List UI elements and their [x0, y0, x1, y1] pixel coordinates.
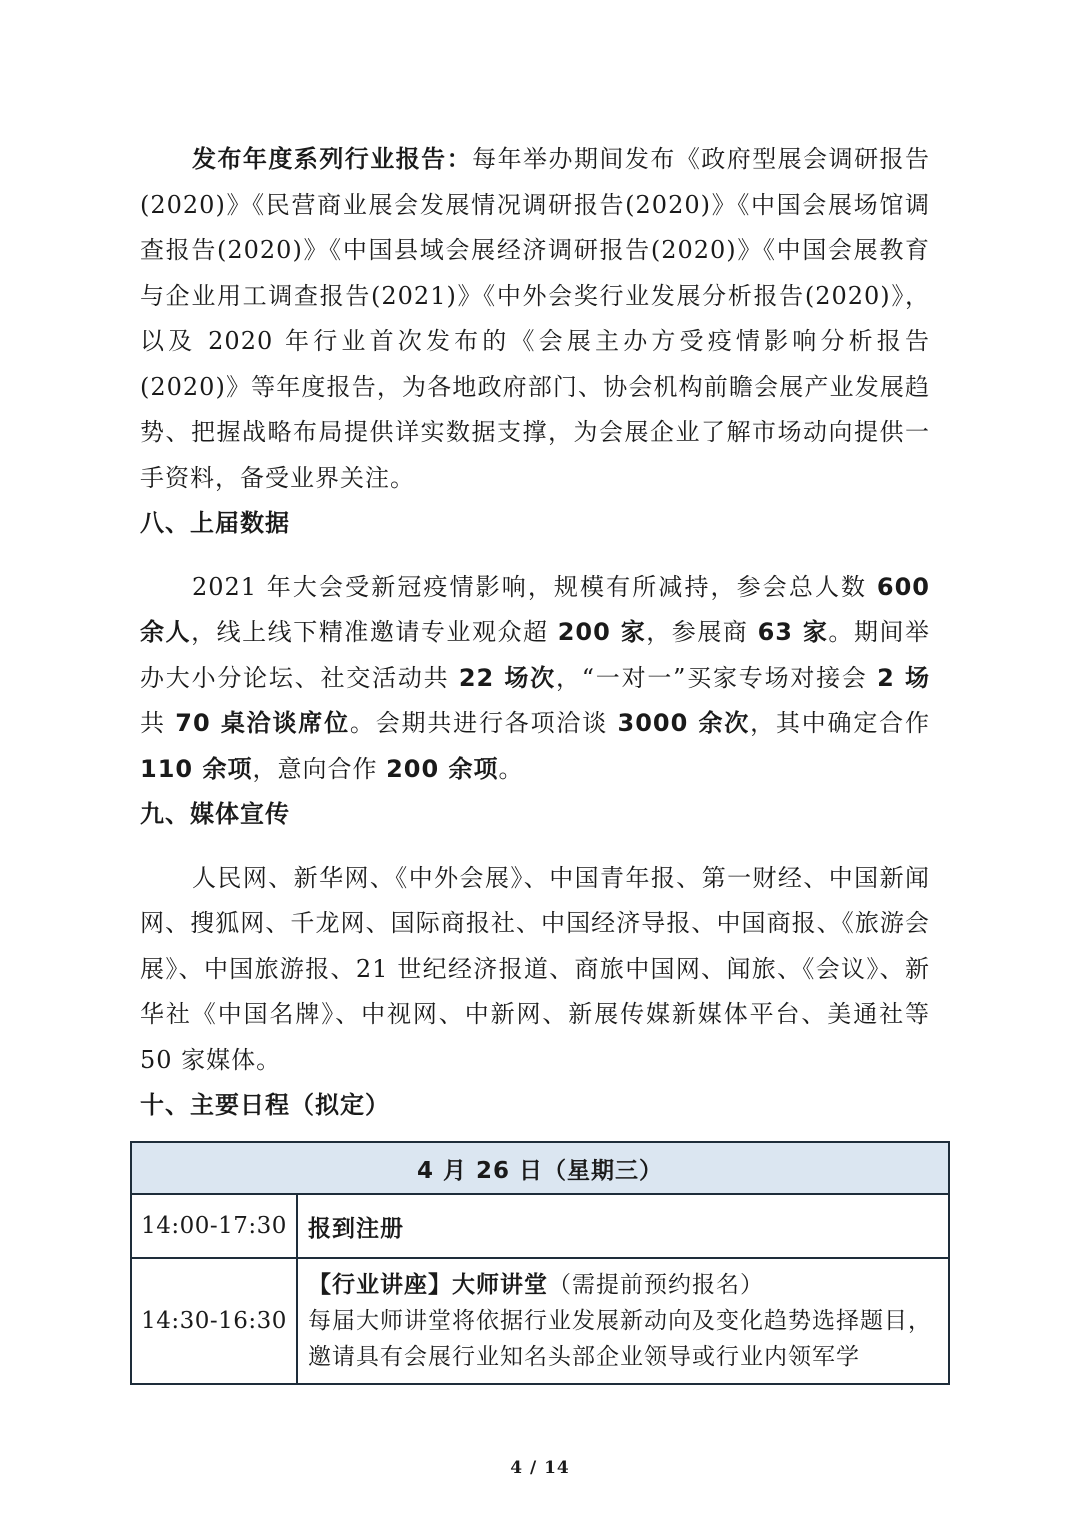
- stat-intended: 200 余项: [386, 754, 499, 783]
- reports-lead: 发布年度系列行业报告：: [192, 145, 473, 173]
- event-title: 报到注册: [308, 1215, 404, 1242]
- table-row: [131, 1194, 949, 1258]
- stat-tables: 70 桌洽谈席位: [175, 709, 350, 737]
- reports-text: 每年举办期间发布《政府型展会调研报告(2020)》《民营商业展会发展情况调研报告(2020)》《中国会展场馆调查报告(2020)》《中国县域会展经济调研报告(2020)》《中国会展教育与企业用工调查报告(2021)》《中外会奖行业发展分析报告(2020)》，以及 2020 年行业首次发布的《会展主办方受疫情影响分析报告(2020)》等年度报告，为各地政府部门、协会机构前瞻会展产业发展趋势、把握战略布局提供详实数据支撑，为会展企业了解市场动向提供一手资料，备受业界关注。: [140, 145, 931, 492]
- document-body: [140, 137, 930, 1129]
- section-8-heading: 八、上届数据: [140, 509, 290, 537]
- text-run: 共: [140, 709, 176, 737]
- schedule-event: [297, 1258, 949, 1384]
- section-9-paragraph: 人民网、新华网、《中外会展》、中国青年报、第一财经、中国新闻网、搜狐网、千龙网、国际商报社、中国经济导报、中国商报、《旅游会展》、中国旅游报、21 世纪经济报道、商旅中国网、闻旅、《会议》、新华社《中国名牌》、中视网、中新网、新展传媒新媒体平台、美通社等 50 家媒体。: [140, 863, 930, 1074]
- schedule-time: 14:30-16:30: [131, 1258, 297, 1384]
- text-run: ，意向合作: [252, 754, 387, 783]
- text-run: 。会期共进行各项洽谈: [349, 709, 618, 737]
- stat-attendees: 600 余人: [140, 572, 930, 646]
- section-10-heading: 十、主要日程（拟定）: [140, 1091, 390, 1119]
- schedule-event: [297, 1194, 949, 1258]
- reports-paragraph: [140, 137, 930, 501]
- table-row: [131, 1258, 949, 1384]
- text-run: 。: [498, 754, 524, 783]
- text-run: 2021 年大会受新冠疫情影响，规模有所减持，参会总人数: [192, 572, 877, 601]
- stat-confirmed: 110 余项: [140, 754, 253, 783]
- stat-events: 22 场次: [458, 663, 556, 692]
- event-note: （需提前预约报名）: [548, 1272, 764, 1298]
- section-9-heading: 九、媒体宣传: [140, 800, 290, 828]
- stat-sessions: 2 场: [877, 663, 930, 692]
- text-run: 。期间举办大小分论坛、社交活动共: [140, 618, 931, 692]
- stat-buyers: 200 家: [557, 618, 647, 646]
- schedule-date-header: 4 月 26 日（星期三）: [131, 1142, 949, 1194]
- page-number: 4 / 14: [510, 1458, 570, 1478]
- event-title: 【行业讲座】大师讲堂: [308, 1272, 548, 1298]
- text-run: ，“一对一”买家专场对接会: [555, 663, 878, 692]
- stat-negotiations: 3000 余次: [617, 709, 751, 737]
- text-run: ，参展商: [646, 618, 758, 646]
- event-title-line: [308, 1267, 938, 1303]
- schedule-time: 14:00-17:30: [131, 1194, 297, 1258]
- schedule-table: [130, 1141, 950, 1385]
- stat-exhibitors: 63 家: [757, 618, 829, 646]
- text-run: ，其中确定合作: [750, 709, 930, 737]
- text-run: ，线上线下精准邀请专业观众超: [191, 618, 558, 646]
- event-description: 每届大师讲堂将依据行业发展新动向及变化趋势选择题目，邀请具有会展行业知名头部企业领导或行业内领军学: [308, 1308, 932, 1370]
- section-8-paragraph: [140, 565, 930, 793]
